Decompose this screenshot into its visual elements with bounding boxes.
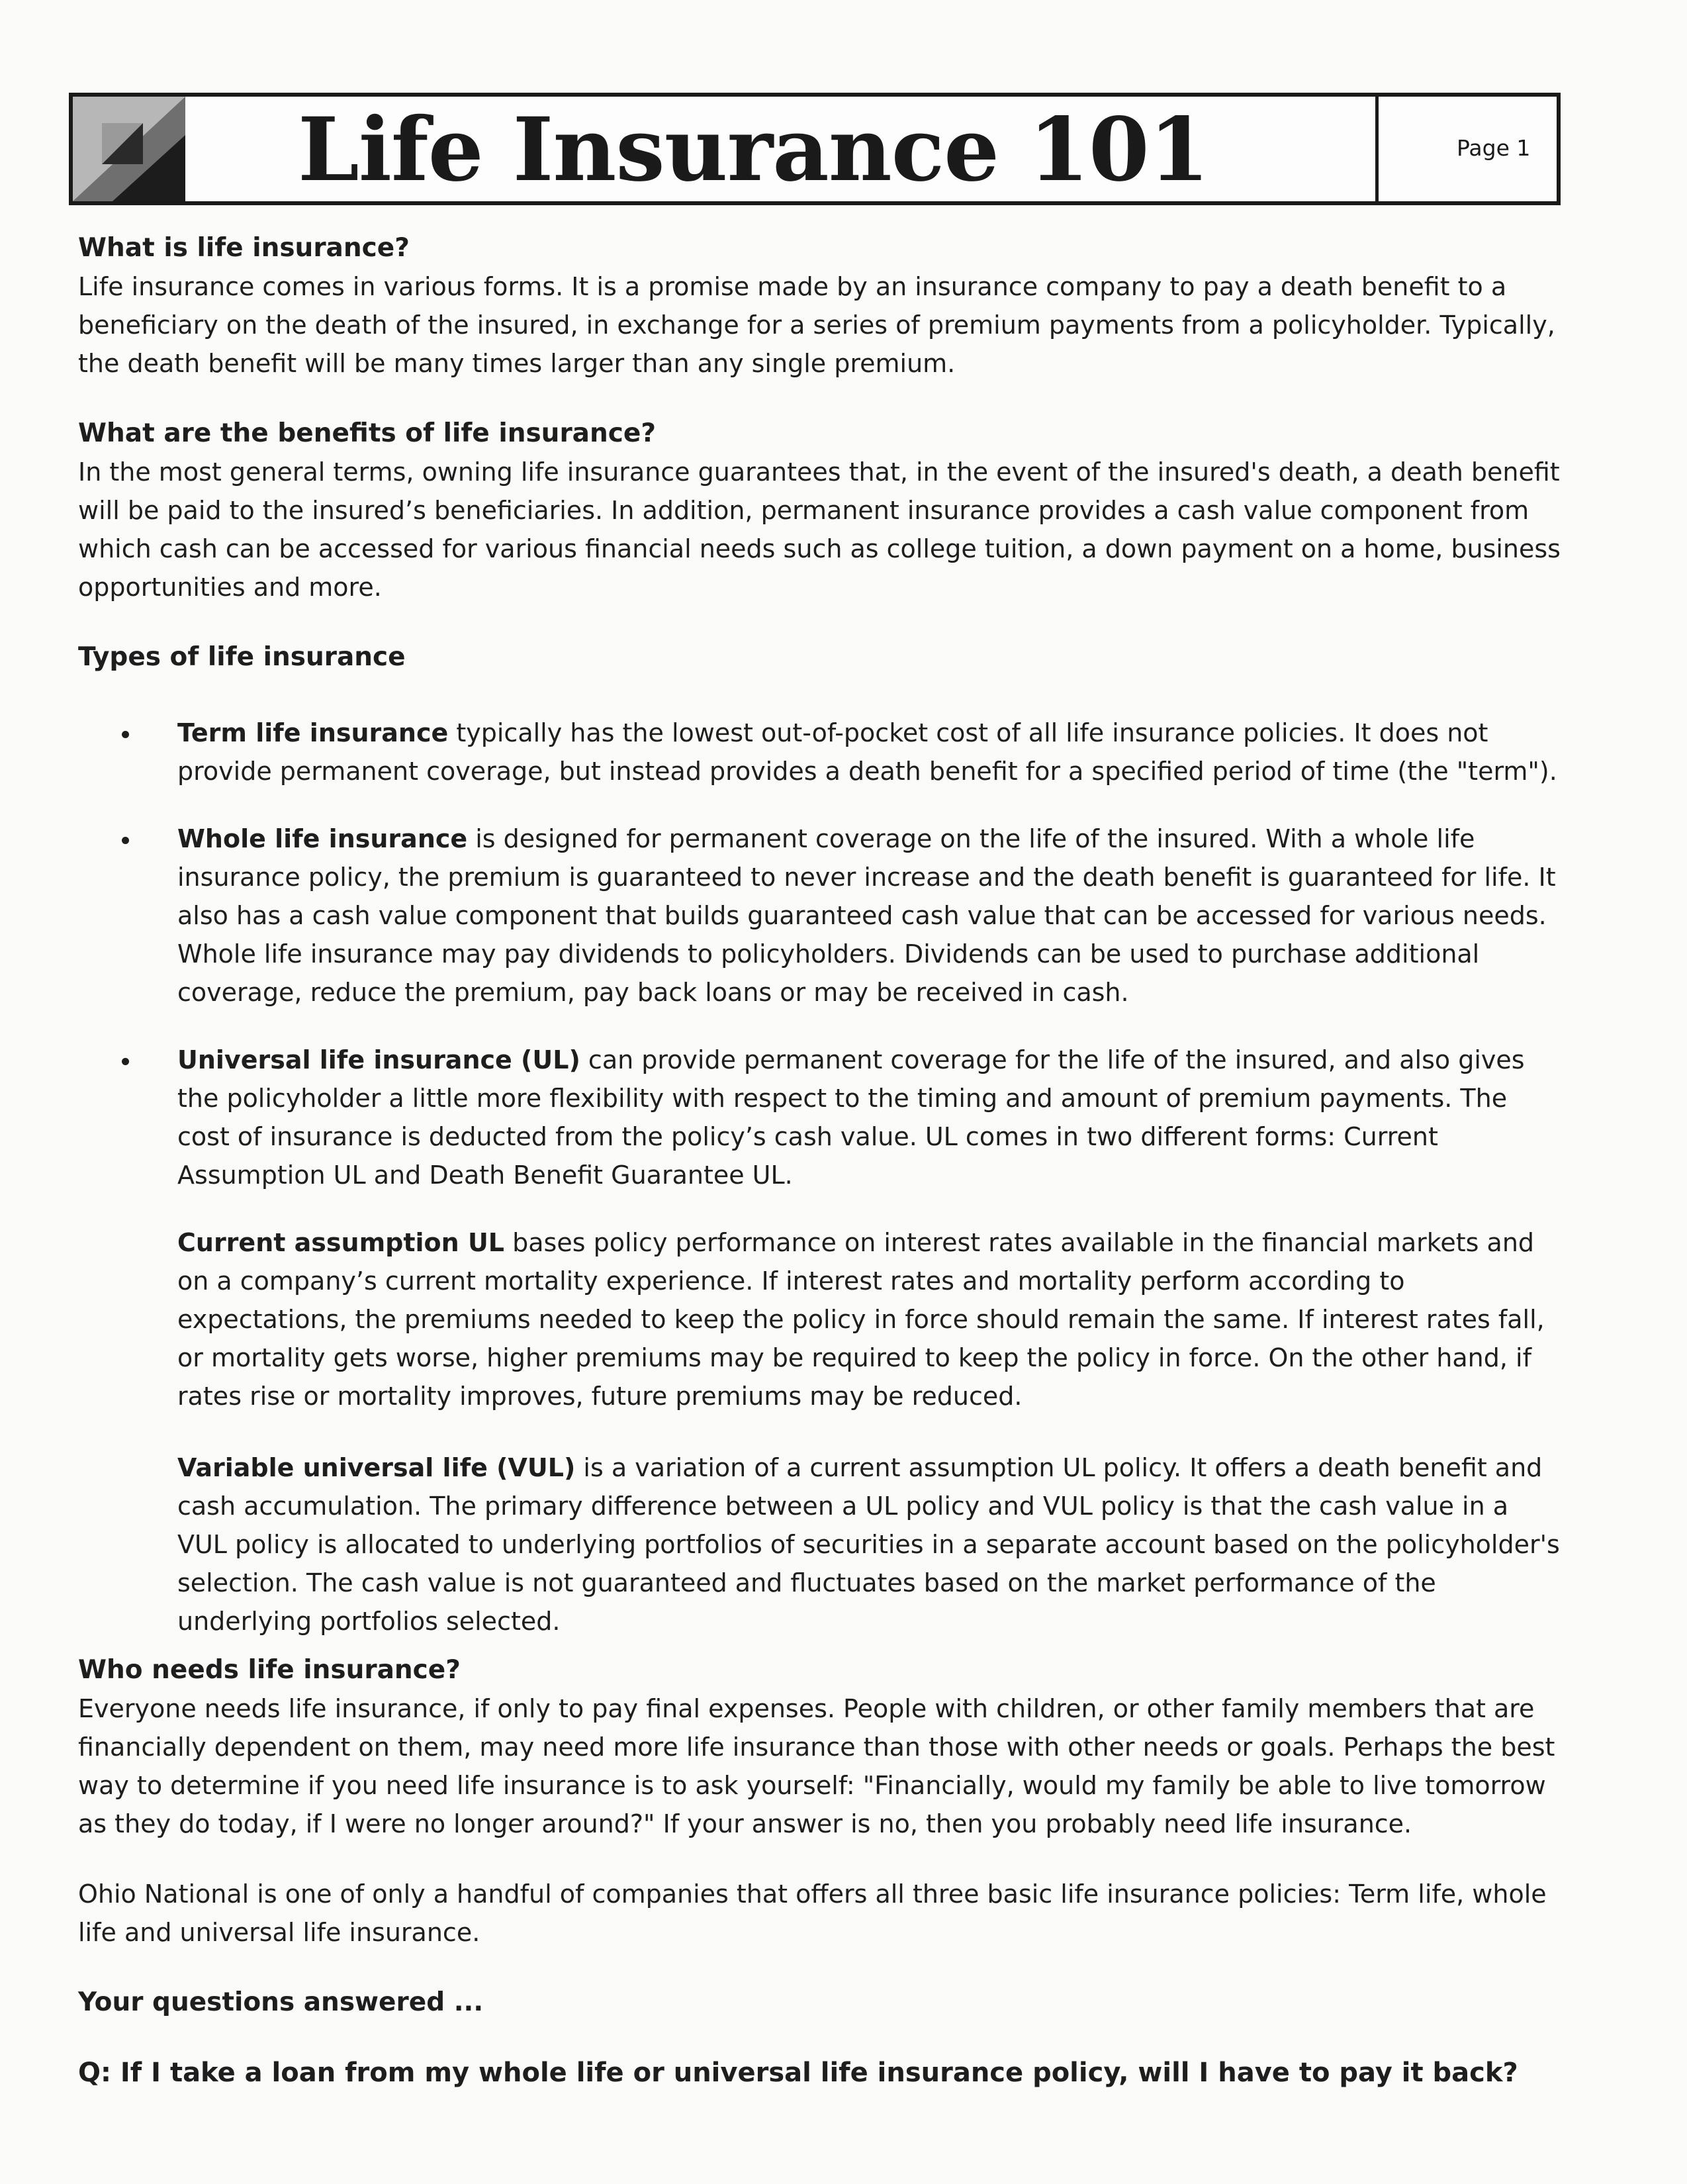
paragraph-ohio-national: Ohio National is one of only a handful of companies that offers all three basic life insurance policies: Term life, whole life and universal life insurance. [78, 1879, 1547, 1947]
logo-icon [73, 97, 185, 201]
list-item-whole [78, 820, 1561, 1012]
term-description: typically has the lowest out-of-pocket cost of all life insurance policies. It does not provide permanent coverage, but instead provides a death benefit for a specified period of time (the "term"). [177, 718, 1557, 786]
heading-who-needs: Who needs life insurance? [78, 1655, 461, 1685]
bullet-icon [122, 837, 129, 844]
question-1: Q: If I take a loan from my whole life or universal life insurance policy, will I have to pay it back? [78, 2058, 1518, 2088]
term-label: Variable universal life (VUL) [177, 1453, 576, 1482]
page-number-box [1375, 97, 1557, 201]
heading-what-is: What is life insurance? [78, 233, 410, 263]
bullet-icon [122, 731, 129, 738]
heading-types: Types of life insurance [78, 642, 406, 672]
term-description: is a variation of a current assumption UL policy. It offers a death benefit and cash accumulation. The primary difference between a UL policy and VUL policy is that the cash value in a VUL policy is allocated to underlying portfolios of securities in a separate account based on the policyholder's selection. The cash value is not guaranteed and fluctuates based on the market performance of the underlying portfolios selected. [177, 1453, 1560, 1636]
page-number: Page 1 [1457, 135, 1531, 161]
term-description: is designed for permanent coverage on the life of the insured. With a whole life insurance policy, the premium is guaranteed to never increase and the death benefit is guaranteed for life. It also has a cash value component that builds guaranteed cash value that can be accessed for various needs. Whole life insurance may pay dividends to policyholders. Dividends can be used to purchase additional coverage, reduce the premium, pay back loans or may be received in cash. [177, 824, 1556, 1007]
types-list [78, 714, 1561, 1194]
term-label: Term life insurance [177, 718, 449, 747]
term-label: Current assumption UL [177, 1228, 505, 1257]
paragraph-who-needs: Everyone needs life insurance, if only to pay final expenses. People with children, or other family members that are financially dependent on them, may need more life insurance than those with other needs or goals. Perhaps the best way to determine if you need life insurance is to ask yourself: "Financially, would my family be able to live tomorrow as they do today, if I were no longer around?" If your answer is no, then you probably need life insurance. [78, 1694, 1555, 1838]
term-label: Universal life insurance (UL) [177, 1045, 580, 1074]
paragraph-benefits: In the most general terms, owning life insurance guarantees that, in the event of the insured's death, a death benefit will be paid to the insured’s beneficiaries. In addition, permanent insurance provides a cash value component from which cash can be accessed for various financial needs such as college tuition, a down payment on a home, business opportunities and more. [78, 457, 1561, 602]
subitem-variable-universal [78, 1448, 1561, 1640]
list-item-universal [78, 1041, 1561, 1194]
term-description: bases policy performance on interest rates available in the financial markets and on a company’s current mortality experience. If interest rates and mortality perform according to expectations, the premiums needed to keep the policy in force should remain the same. If interest rates fall, or mortality gets worse, higher premiums may be required to keep the policy in force. On the other hand, if rates rise or mortality improves, future premiums may be reduced. [177, 1228, 1545, 1411]
subitem-current-assumption [78, 1223, 1561, 1415]
bullet-icon [122, 1058, 129, 1065]
header-band [69, 93, 1561, 205]
list-item-term [78, 714, 1561, 790]
heading-questions: Your questions answered ... [78, 1987, 484, 2017]
term-description: can provide permanent coverage for the life of the insured, and also gives the policyholder a little more flexibility with respect to the timing and amount of premium payments. The cost of insurance is deducted from the policy’s cash value. UL comes in two different forms: Current Assumption UL and Death Benefit Guarantee UL. [177, 1045, 1525, 1190]
document-body [78, 229, 1561, 2092]
paragraph-what-is: Life insurance comes in various forms. It is a promise made by an insurance company to pay a death benefit to a beneficiary on the death of the insured, in exchange for a series of premium payments from a policyholder. Typically, the death benefit will be many times larger than any single premium. [78, 272, 1555, 378]
term-label: Whole life insurance [177, 824, 468, 853]
heading-benefits: What are the benefits of life insurance? [78, 418, 656, 448]
page-title: Life Insurance 101 [298, 99, 1209, 201]
